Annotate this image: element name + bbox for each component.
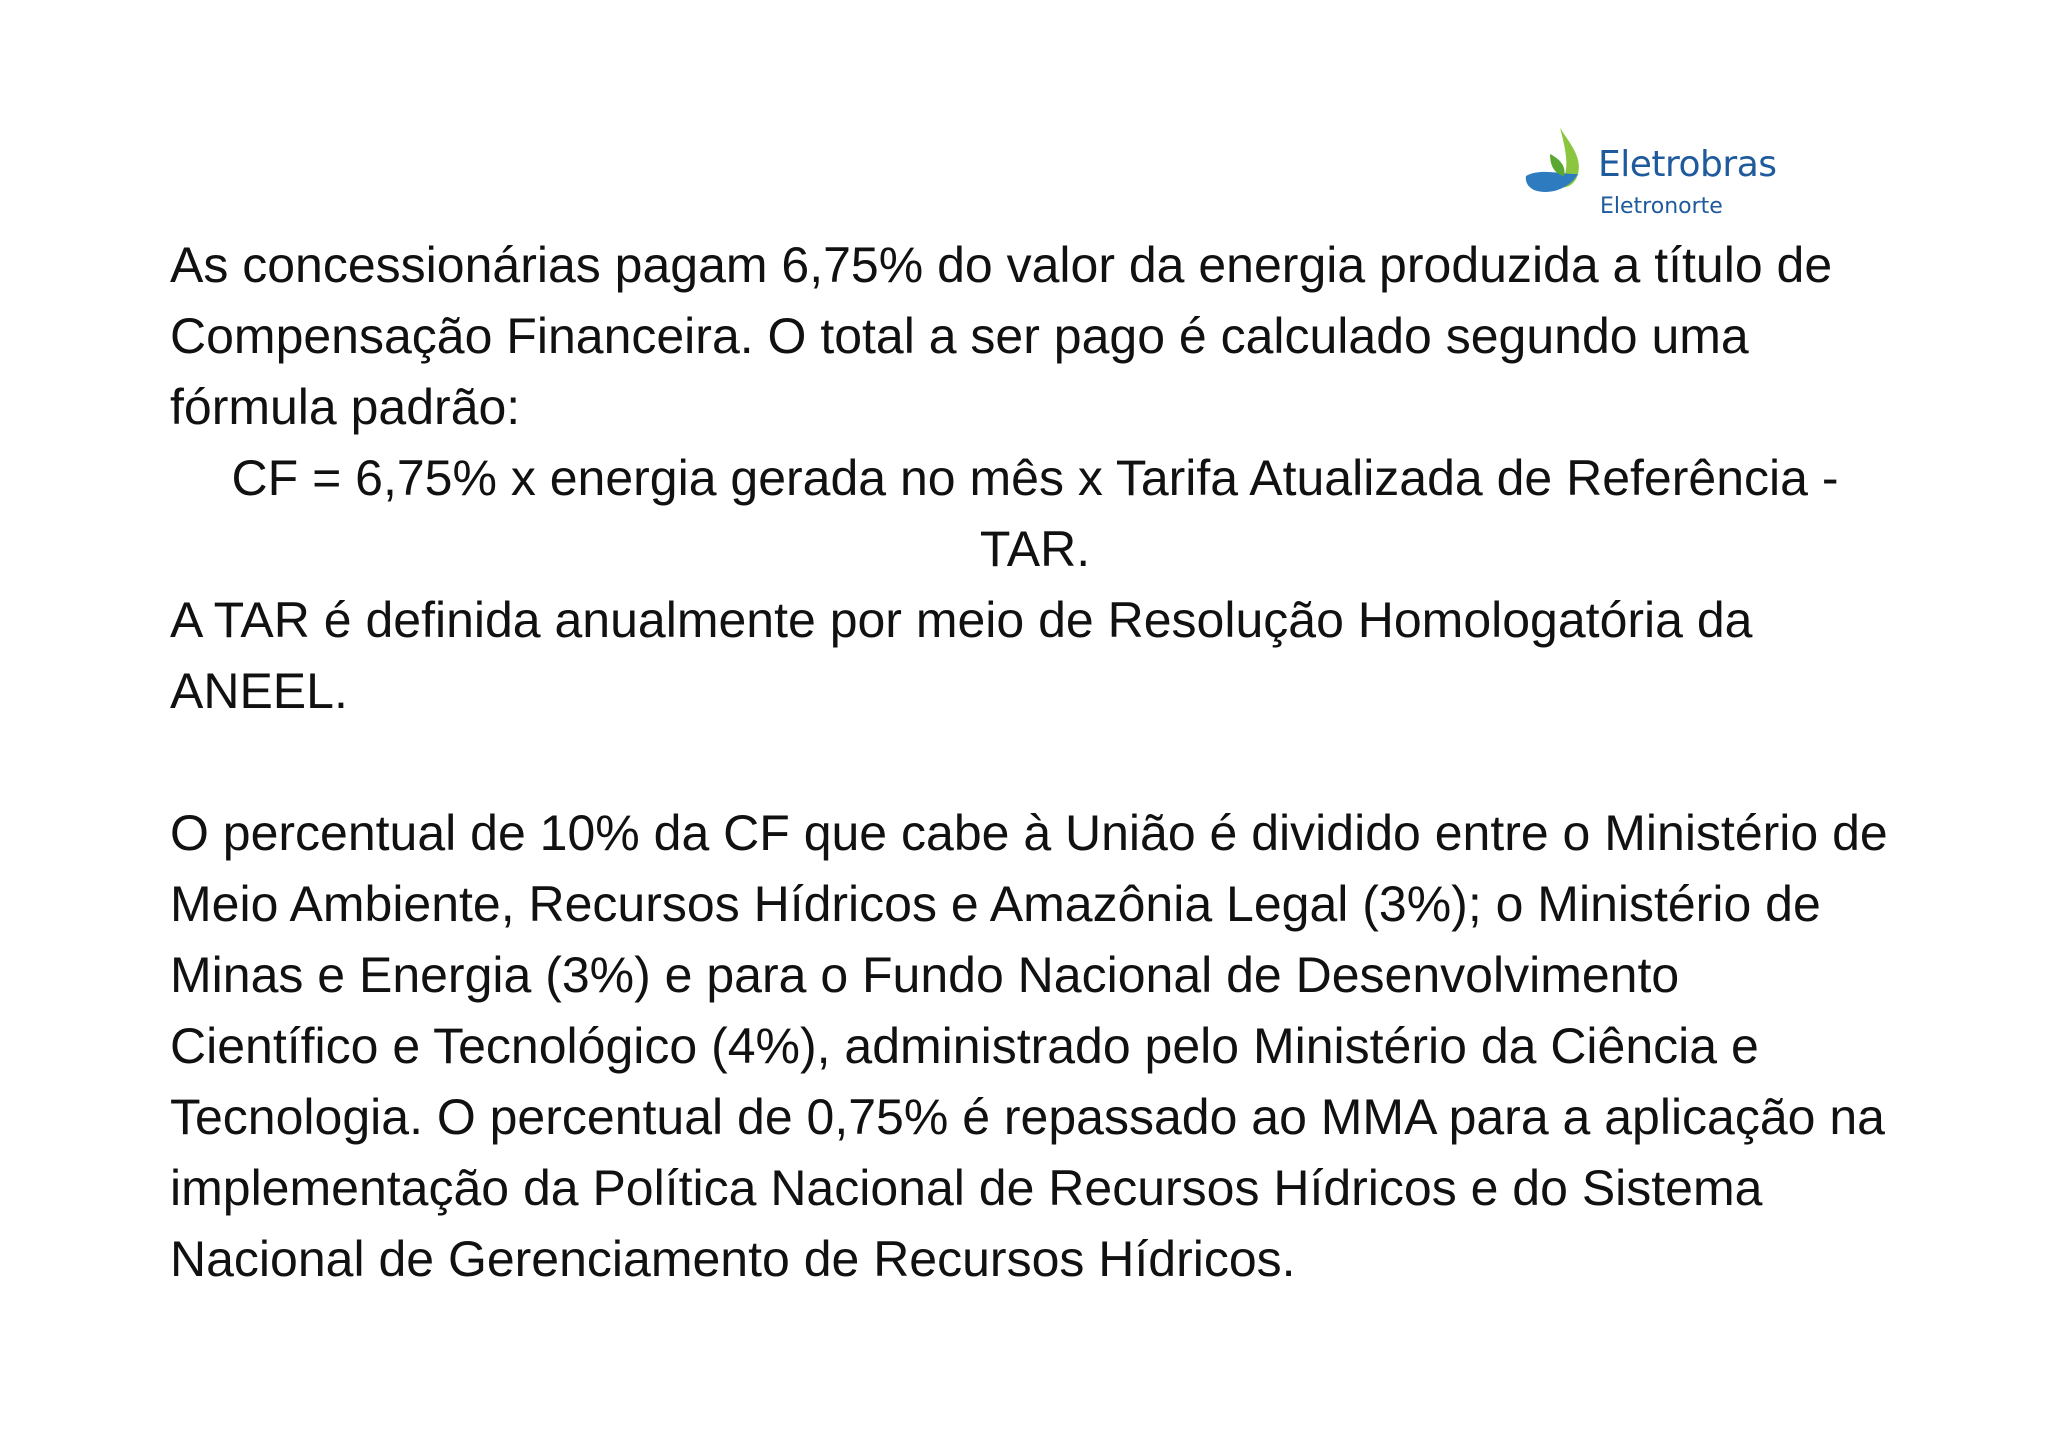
logo-subtitle: Eletronorte [1600, 194, 1723, 219]
paragraph-distribution: O percentual de 10% da CF que cabe à União é dividido entre o Ministério de Meio Ambiente, Recursos Hídricos e Amazônia Legal (3%); o Ministério de Minas e Energia (3%) e para o Fundo Nacional de Desenvolvimento Científico e Tecnológico (4%), administrado pelo Ministério da Ciência e Tecnologia. O percentual de 0,75% é repassado ao MMA para a aplicação na implementação da Política Nacional de Recursos Hídricos e do Sistema Nacional de Gerenciamento de Recursos Hídricos. [170, 805, 1888, 1287]
formula-line: CF = 6,75% x energia gerada no mês x Tarifa Atualizada de Referência - TAR. [231, 450, 1839, 577]
logo-brand-name: Eletrobras [1598, 144, 1777, 185]
slide-body [170, 230, 1900, 1295]
eletrobras-drop-icon [1520, 124, 1600, 204]
paragraph-tar: A TAR é definida anualmente por meio de Resolução Homologatória da ANEEL. [170, 592, 1753, 719]
paragraph-spacer [170, 727, 1900, 798]
eletrobras-logo [1520, 124, 1780, 228]
paragraph-intro: As concessionárias pagam 6,75% do valor da energia produzida a título de Compensação Financeira. O total a ser pago é calculado segundo uma fórmula padrão: [170, 237, 1833, 435]
